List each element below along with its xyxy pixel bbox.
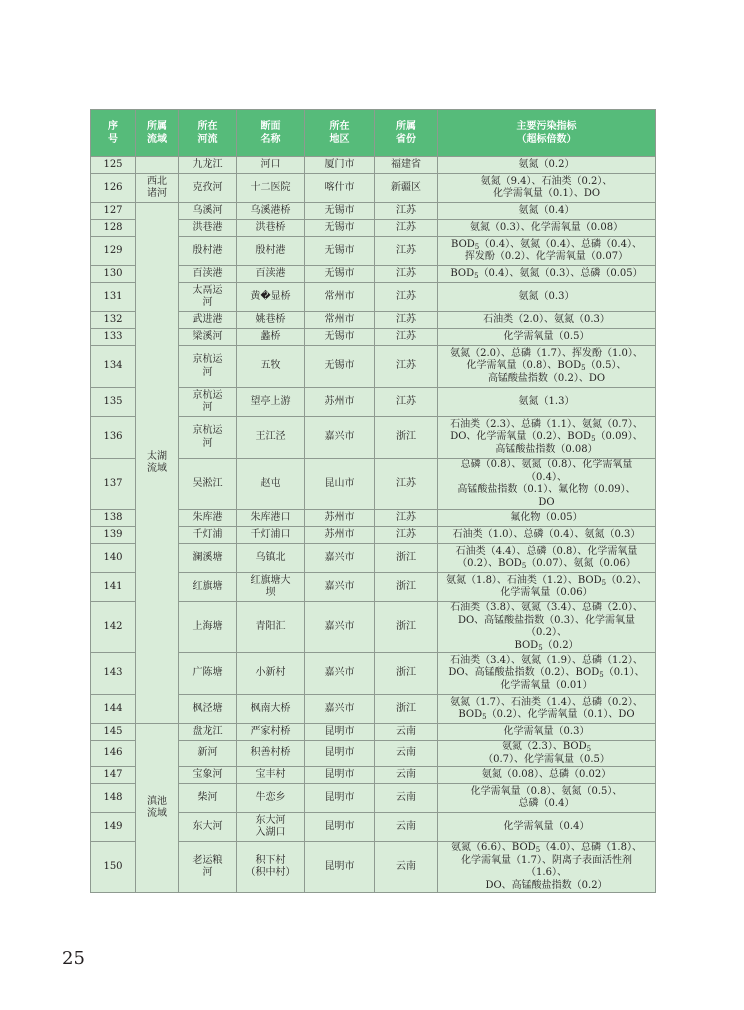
row-region: 苏州市: [305, 510, 375, 527]
row-pollutants: 石油类（2.3）、总磷（1.1）、氨氮（0.7）、 DO、化学需氧量（0.2）、$BOD_5(0.09)$、 高锰酸盐指数（0.08）: [438, 417, 656, 459]
row-province: 江苏: [375, 312, 438, 329]
row-river: 京杭运 河: [179, 346, 237, 388]
row-pollutants: 化学需氧量（0.5）: [438, 329, 656, 346]
row-section-name: 黄�显桥: [237, 283, 305, 312]
row-pollutants: 氨氮（0.3）: [438, 283, 656, 312]
row-region: 昆明市: [305, 724, 375, 741]
row-watershed: 滇池 流域: [136, 724, 179, 893]
row-serial-no: 147: [91, 767, 136, 784]
row-serial-no: 128: [91, 220, 136, 237]
row-river: 京杭运 河: [179, 417, 237, 459]
header-region: 所在 地区: [305, 110, 375, 157]
row-pollutants: 氨氮（0.2）: [438, 157, 656, 174]
row-river: 上海塘: [179, 602, 237, 653]
row-pollutants: 氟化物（0.05）: [438, 510, 656, 527]
row-river: 朱库港: [179, 510, 237, 527]
row-serial-no: 140: [91, 544, 136, 573]
row-region: 常州市: [305, 283, 375, 312]
row-river: 广陈塘: [179, 653, 237, 695]
row-section-name: 小新村: [237, 653, 305, 695]
row-watershed: 西北 诸河: [136, 174, 179, 203]
row-pollutants: 氨氮（0.4）: [438, 203, 656, 220]
row-province: 云南: [375, 842, 438, 893]
row-province: 江苏: [375, 388, 438, 417]
row-section-name: 殷村港: [237, 237, 305, 266]
row-section-name: 百渎港: [237, 266, 305, 283]
row-province: 江苏: [375, 266, 438, 283]
row-region: 昆明市: [305, 842, 375, 893]
row-serial-no: 149: [91, 813, 136, 842]
row-watershed: [136, 157, 179, 174]
row-serial-no: 145: [91, 724, 136, 741]
row-river: 太鬲运 河: [179, 283, 237, 312]
row-serial-no: 131: [91, 283, 136, 312]
row-river: 京杭运 河: [179, 388, 237, 417]
row-pollutants: 氨氮（1.7）、石油类（1.4）、总磷（0.2）、 $BOD_5(0.2)$、化学需氧量（0.1）、DO: [438, 695, 656, 724]
row-region: 嘉兴市: [305, 602, 375, 653]
header-main-pollutants: 主要污染指标 （超标倍数）: [438, 110, 656, 157]
row-section-name: 蠡桥: [237, 329, 305, 346]
row-section-name: 望亭上游: [237, 388, 305, 417]
row-serial-no: 133: [91, 329, 136, 346]
row-province: 江苏: [375, 237, 438, 266]
row-region: 昆明市: [305, 767, 375, 784]
row-pollutants: 氨氮（0.08）、总磷（0.02）: [438, 767, 656, 784]
row-province: 浙江: [375, 653, 438, 695]
row-serial-no: 135: [91, 388, 136, 417]
row-river: 百渎港: [179, 266, 237, 283]
row-serial-no: 139: [91, 527, 136, 544]
row-section-name: 青阳汇: [237, 602, 305, 653]
row-pollutants: 化学需氧量（0.8）、氨氮（0.5）、 总磷（0.4）: [438, 784, 656, 813]
row-pollutants: 石油类（3.4）、氨氮（1.9）、总磷（1.2）、 DO、高锰酸盐指数（0.2）、$BOD_5(0.1)$、 化学需氧量（0.01）: [438, 653, 656, 695]
row-province: 江苏: [375, 203, 438, 220]
row-serial-no: 134: [91, 346, 136, 388]
header-serial-no: 序 号: [91, 110, 136, 157]
row-pollutants: 石油类（4.4）、总磷（0.8）、化学需氧量 （0.2）、$BOD_5(0.07)$、氨氮（0.06）: [438, 544, 656, 573]
row-section-name: 红旗塘大 坝: [237, 573, 305, 602]
row-province: 云南: [375, 724, 438, 741]
row-river: 澜溪塘: [179, 544, 237, 573]
row-section-name: 五牧: [237, 346, 305, 388]
row-section-name: 严家村桥: [237, 724, 305, 741]
table-row: [91, 724, 656, 741]
row-province: 浙江: [375, 695, 438, 724]
row-region: 昆山市: [305, 459, 375, 510]
row-river: 枫泾塘: [179, 695, 237, 724]
row-serial-no: 126: [91, 174, 136, 203]
row-pollutants: 氨氮（1.8）、石油类（1.2）、$BOD_5(0.2)$、 化学需氧量（0.06）: [438, 573, 656, 602]
pollution-sections-table: [90, 109, 656, 893]
row-region: 昆明市: [305, 741, 375, 767]
row-province: 浙江: [375, 602, 438, 653]
row-pollutants: 总磷（0.8）、氨氮（0.8）、化学需氧量（0.4）、 高锰酸盐指数（0.1）、氟化物（0.09）、 DO: [438, 459, 656, 510]
row-river: 乌溪河: [179, 203, 237, 220]
row-region: 嘉兴市: [305, 573, 375, 602]
row-province: 江苏: [375, 459, 438, 510]
row-region: 无锡市: [305, 203, 375, 220]
row-section-name: 洪巷桥: [237, 220, 305, 237]
row-river: 殷村港: [179, 237, 237, 266]
row-section-name: 赵屯: [237, 459, 305, 510]
row-region: 昆明市: [305, 784, 375, 813]
row-section-name: 枫南大桥: [237, 695, 305, 724]
row-river: 千灯浦: [179, 527, 237, 544]
row-pollutants: $BOD_5(0.4)$、氨氮（0.3）、总磷（0.05）: [438, 266, 656, 283]
row-province: 福建省: [375, 157, 438, 174]
row-pollutants: 氨氮（1.3）: [438, 388, 656, 417]
row-region: 常州市: [305, 312, 375, 329]
row-river: 九龙江: [179, 157, 237, 174]
row-serial-no: 129: [91, 237, 136, 266]
row-province: 浙江: [375, 544, 438, 573]
row-river: 盘龙江: [179, 724, 237, 741]
row-serial-no: 136: [91, 417, 136, 459]
row-province: 云南: [375, 741, 438, 767]
row-pollutants: 石油类（1.0）、总磷（0.4）、氨氮（0.3）: [438, 527, 656, 544]
row-serial-no: 138: [91, 510, 136, 527]
row-province: 江苏: [375, 510, 438, 527]
row-province: 云南: [375, 767, 438, 784]
row-region: 嘉兴市: [305, 544, 375, 573]
row-watershed: 太湖 流域: [136, 203, 179, 724]
row-region: 喀什市: [305, 174, 375, 203]
row-region: 昆明市: [305, 813, 375, 842]
row-region: 无锡市: [305, 237, 375, 266]
header-watershed: 所属 流域: [136, 110, 179, 157]
row-section-name: 东大河 入湖口: [237, 813, 305, 842]
row-region: 厦门市: [305, 157, 375, 174]
row-province: 江苏: [375, 346, 438, 388]
row-region: 苏州市: [305, 527, 375, 544]
row-serial-no: 127: [91, 203, 136, 220]
table-row: [91, 157, 656, 174]
row-section-name: 积下村 （积中村）: [237, 842, 305, 893]
row-section-name: 王江泾: [237, 417, 305, 459]
row-region: 嘉兴市: [305, 653, 375, 695]
row-region: 无锡市: [305, 329, 375, 346]
page-number: 25: [62, 948, 85, 969]
row-serial-no: 146: [91, 741, 136, 767]
row-river: 武进港: [179, 312, 237, 329]
row-province: 江苏: [375, 283, 438, 312]
row-province: 新疆区: [375, 174, 438, 203]
row-province: 云南: [375, 813, 438, 842]
header-province: 所属 省份: [375, 110, 438, 157]
table-header-row: [91, 110, 656, 157]
row-river: 梁溪河: [179, 329, 237, 346]
row-river: 柴河: [179, 784, 237, 813]
row-river: 新河: [179, 741, 237, 767]
row-province: 云南: [375, 784, 438, 813]
row-river: 克孜河: [179, 174, 237, 203]
row-section-name: 河口: [237, 157, 305, 174]
row-section-name: 十二医院: [237, 174, 305, 203]
row-province: 江苏: [375, 329, 438, 346]
row-serial-no: 130: [91, 266, 136, 283]
row-section-name: 乌镇北: [237, 544, 305, 573]
row-river: 宝象河: [179, 767, 237, 784]
row-province: 江苏: [375, 220, 438, 237]
row-serial-no: 132: [91, 312, 136, 329]
row-pollutants: 氨氮（6.6）、$BOD_5(4.0)$、总磷（1.8）、 化学需氧量（1.7）、阴离子表面活性剂（1.6）、 DO、高锰酸盐指数（0.2）: [438, 842, 656, 893]
row-pollutants: 氨氮（9.4）、石油类（0.2）、 化学需氧量（0.1）、DO: [438, 174, 656, 203]
row-serial-no: 141: [91, 573, 136, 602]
row-section-name: 宝丰村: [237, 767, 305, 784]
row-pollutants: 氨氮（0.3）、化学需氧量（0.08）: [438, 220, 656, 237]
header-section-name: 断面 名称: [237, 110, 305, 157]
table-body: [91, 157, 656, 893]
row-serial-no: 150: [91, 842, 136, 893]
row-pollutants: 化学需氧量（0.3）: [438, 724, 656, 741]
row-serial-no: 144: [91, 695, 136, 724]
row-serial-no: 137: [91, 459, 136, 510]
row-river: 东大河: [179, 813, 237, 842]
table-row: [91, 203, 656, 220]
row-section-name: 乌溪港桥: [237, 203, 305, 220]
row-river: 老运粮 河: [179, 842, 237, 893]
row-region: 嘉兴市: [305, 417, 375, 459]
row-section-name: 积善村桥: [237, 741, 305, 767]
row-province: 浙江: [375, 573, 438, 602]
row-serial-no: 148: [91, 784, 136, 813]
row-section-name: 牛恋乡: [237, 784, 305, 813]
row-province: 江苏: [375, 527, 438, 544]
row-pollutants: 氨氮（2.0）、总磷（1.7）、挥发酚（1.0）、 化学需氧量（0.8）、$BOD_5(0.5)$、 高锰酸盐指数（0.2）、DO: [438, 346, 656, 388]
row-region: 无锡市: [305, 266, 375, 283]
row-province: 浙江: [375, 417, 438, 459]
row-pollutants: 氨氮（2.3）、$BOD_5(0.7)$、化学需氧量（0.5）: [438, 741, 656, 767]
row-section-name: 朱库港口: [237, 510, 305, 527]
row-pollutants: 石油类（3.8）、氨氮（3.4）、总磷（2.0）、 DO、高锰酸盐指数（0.3）、化学需氧量（0.2）、 $BOD_5(0.2)$: [438, 602, 656, 653]
table-row: [91, 174, 656, 203]
row-region: 嘉兴市: [305, 695, 375, 724]
row-river: 吴淞江: [179, 459, 237, 510]
row-region: 苏州市: [305, 388, 375, 417]
row-pollutants: $BOD_5(0.4)$、氨氮（0.4）、总磷（0.4）、 挥发酚（0.2）、化学需氧量（0.07）: [438, 237, 656, 266]
row-section-name: 姚巷桥: [237, 312, 305, 329]
row-river: 洪巷港: [179, 220, 237, 237]
row-section-name: 千灯浦口: [237, 527, 305, 544]
row-pollutants: 石油类（2.0）、氨氮（0.3）: [438, 312, 656, 329]
row-serial-no: 125: [91, 157, 136, 174]
row-river: 红旗塘: [179, 573, 237, 602]
row-region: 无锡市: [305, 220, 375, 237]
row-region: 无锡市: [305, 346, 375, 388]
row-serial-no: 142: [91, 602, 136, 653]
header-river: 所在 河流: [179, 110, 237, 157]
row-serial-no: 143: [91, 653, 136, 695]
row-pollutants: 化学需氧量（0.4）: [438, 813, 656, 842]
